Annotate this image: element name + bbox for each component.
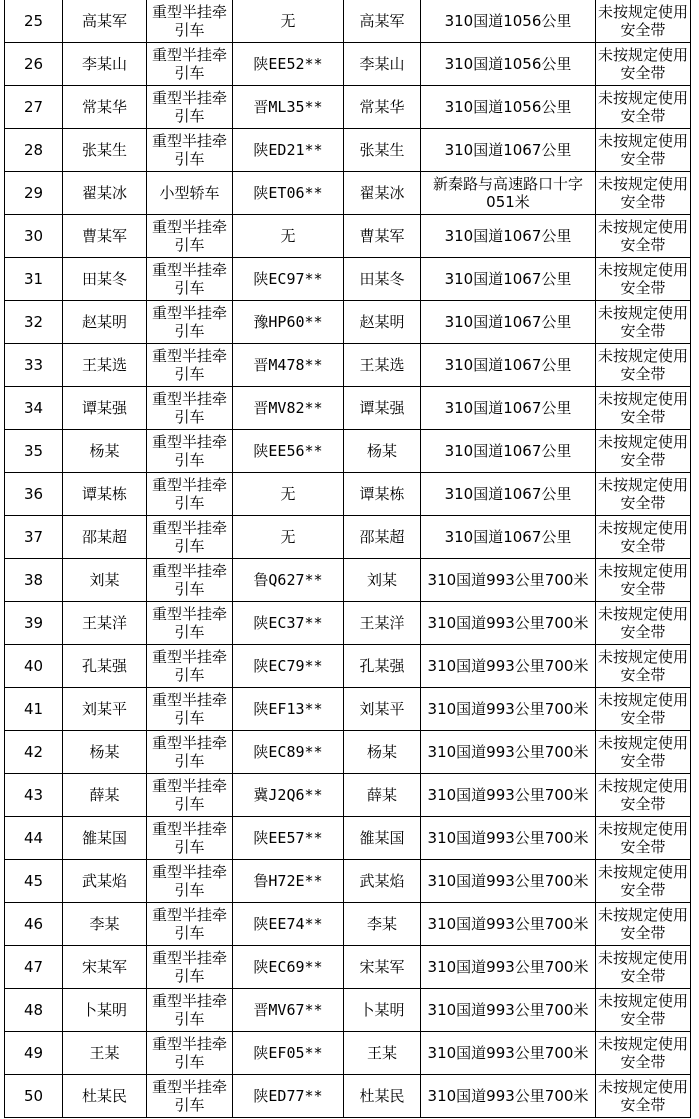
location-cell: 310国道1067公里 bbox=[421, 301, 596, 344]
vehicle-type-cell: 重型半挂牵引车 bbox=[147, 387, 233, 430]
table-body bbox=[5, 0, 691, 1118]
row-number-cell: 36 bbox=[5, 473, 63, 516]
plate-number-cell: 无 bbox=[233, 516, 344, 559]
plate-number-cell: 陕EC37** bbox=[233, 602, 344, 645]
location-cell: 310国道993公里700米 bbox=[421, 817, 596, 860]
driver-cell: 雒某国 bbox=[344, 817, 421, 860]
row-number-cell: 45 bbox=[5, 860, 63, 903]
location-cell: 310国道1067公里 bbox=[421, 258, 596, 301]
location-cell: 310国道993公里700米 bbox=[421, 1075, 596, 1118]
name-cell: 杜某民 bbox=[63, 1075, 147, 1118]
violation-table bbox=[4, 0, 691, 1118]
vehicle-type-cell: 重型半挂牵引车 bbox=[147, 473, 233, 516]
violation-cell: 未按规定使用安全带 bbox=[596, 86, 691, 129]
row-number-cell: 46 bbox=[5, 903, 63, 946]
location-cell: 310国道1067公里 bbox=[421, 387, 596, 430]
location-cell: 310国道993公里700米 bbox=[421, 774, 596, 817]
driver-cell: 王某 bbox=[344, 1032, 421, 1075]
violation-cell: 未按规定使用安全带 bbox=[596, 731, 691, 774]
table-row bbox=[5, 989, 691, 1032]
name-cell: 李某山 bbox=[63, 43, 147, 86]
row-number-cell: 32 bbox=[5, 301, 63, 344]
location-cell: 310国道993公里700米 bbox=[421, 645, 596, 688]
table-row bbox=[5, 129, 691, 172]
location-cell: 310国道993公里700米 bbox=[421, 688, 596, 731]
vehicle-type-cell: 小型轿车 bbox=[147, 172, 233, 215]
table-row bbox=[5, 215, 691, 258]
vehicle-type-cell: 重型半挂牵引车 bbox=[147, 817, 233, 860]
violation-cell: 未按规定使用安全带 bbox=[596, 946, 691, 989]
location-cell: 310国道993公里700米 bbox=[421, 1032, 596, 1075]
violation-cell: 未按规定使用安全带 bbox=[596, 172, 691, 215]
table-row bbox=[5, 1032, 691, 1075]
row-number-cell: 35 bbox=[5, 430, 63, 473]
vehicle-type-cell: 重型半挂牵引车 bbox=[147, 301, 233, 344]
plate-number-cell: 陕ED21** bbox=[233, 129, 344, 172]
driver-cell: 李某 bbox=[344, 903, 421, 946]
row-number-cell: 44 bbox=[5, 817, 63, 860]
name-cell: 曹某军 bbox=[63, 215, 147, 258]
violation-cell: 未按规定使用安全带 bbox=[596, 344, 691, 387]
driver-cell: 卜某明 bbox=[344, 989, 421, 1032]
location-cell: 新秦路与高速路口十字051米 bbox=[421, 172, 596, 215]
vehicle-type-cell: 重型半挂牵引车 bbox=[147, 516, 233, 559]
plate-number-cell: 鲁H72E** bbox=[233, 860, 344, 903]
vehicle-type-cell: 重型半挂牵引车 bbox=[147, 602, 233, 645]
name-cell: 王某 bbox=[63, 1032, 147, 1075]
table-row bbox=[5, 946, 691, 989]
row-number-cell: 28 bbox=[5, 129, 63, 172]
driver-cell: 翟某冰 bbox=[344, 172, 421, 215]
row-number-cell: 26 bbox=[5, 43, 63, 86]
vehicle-type-cell: 重型半挂牵引车 bbox=[147, 645, 233, 688]
name-cell: 谭某强 bbox=[63, 387, 147, 430]
violation-cell: 未按规定使用安全带 bbox=[596, 430, 691, 473]
row-number-cell: 25 bbox=[5, 0, 63, 43]
driver-cell: 刘某平 bbox=[344, 688, 421, 731]
vehicle-type-cell: 重型半挂牵引车 bbox=[147, 344, 233, 387]
row-number-cell: 42 bbox=[5, 731, 63, 774]
row-number-cell: 30 bbox=[5, 215, 63, 258]
driver-cell: 武某焰 bbox=[344, 860, 421, 903]
name-cell: 常某华 bbox=[63, 86, 147, 129]
name-cell: 张某生 bbox=[63, 129, 147, 172]
plate-number-cell: 陕EC79** bbox=[233, 645, 344, 688]
driver-cell: 谭某栋 bbox=[344, 473, 421, 516]
driver-cell: 宋某军 bbox=[344, 946, 421, 989]
row-number-cell: 31 bbox=[5, 258, 63, 301]
vehicle-type-cell: 重型半挂牵引车 bbox=[147, 86, 233, 129]
row-number-cell: 39 bbox=[5, 602, 63, 645]
table-row bbox=[5, 774, 691, 817]
driver-cell: 杨某 bbox=[344, 731, 421, 774]
vehicle-type-cell: 重型半挂牵引车 bbox=[147, 1075, 233, 1118]
vehicle-type-cell: 重型半挂牵引车 bbox=[147, 559, 233, 602]
violation-cell: 未按规定使用安全带 bbox=[596, 387, 691, 430]
vehicle-type-cell: 重型半挂牵引车 bbox=[147, 430, 233, 473]
violation-cell: 未按规定使用安全带 bbox=[596, 129, 691, 172]
vehicle-type-cell: 重型半挂牵引车 bbox=[147, 1032, 233, 1075]
vehicle-type-cell: 重型半挂牵引车 bbox=[147, 989, 233, 1032]
driver-cell: 刘某 bbox=[344, 559, 421, 602]
table-row bbox=[5, 43, 691, 86]
driver-cell: 王某洋 bbox=[344, 602, 421, 645]
violation-cell: 未按规定使用安全带 bbox=[596, 817, 691, 860]
violation-cell: 未按规定使用安全带 bbox=[596, 774, 691, 817]
name-cell: 翟某冰 bbox=[63, 172, 147, 215]
driver-cell: 薛某 bbox=[344, 774, 421, 817]
vehicle-type-cell: 重型半挂牵引车 bbox=[147, 43, 233, 86]
plate-number-cell: 陕EE52** bbox=[233, 43, 344, 86]
name-cell: 雒某国 bbox=[63, 817, 147, 860]
plate-number-cell: 陕EE56** bbox=[233, 430, 344, 473]
violation-cell: 未按规定使用安全带 bbox=[596, 645, 691, 688]
name-cell: 孔某强 bbox=[63, 645, 147, 688]
location-cell: 310国道1067公里 bbox=[421, 473, 596, 516]
vehicle-type-cell: 重型半挂牵引车 bbox=[147, 903, 233, 946]
row-number-cell: 34 bbox=[5, 387, 63, 430]
row-number-cell: 37 bbox=[5, 516, 63, 559]
driver-cell: 高某军 bbox=[344, 0, 421, 43]
row-number-cell: 27 bbox=[5, 86, 63, 129]
row-number-cell: 38 bbox=[5, 559, 63, 602]
vehicle-type-cell: 重型半挂牵引车 bbox=[147, 946, 233, 989]
plate-number-cell: 陕EE74** bbox=[233, 903, 344, 946]
plate-number-cell: 陕EE57** bbox=[233, 817, 344, 860]
table-row bbox=[5, 903, 691, 946]
driver-cell: 李某山 bbox=[344, 43, 421, 86]
location-cell: 310国道1056公里 bbox=[421, 86, 596, 129]
driver-cell: 常某华 bbox=[344, 86, 421, 129]
violation-cell: 未按规定使用安全带 bbox=[596, 989, 691, 1032]
violation-cell: 未按规定使用安全带 bbox=[596, 688, 691, 731]
plate-number-cell: 陕EC69** bbox=[233, 946, 344, 989]
violation-cell: 未按规定使用安全带 bbox=[596, 559, 691, 602]
driver-cell: 谭某强 bbox=[344, 387, 421, 430]
driver-cell: 杨某 bbox=[344, 430, 421, 473]
plate-number-cell: 陕ET06** bbox=[233, 172, 344, 215]
plate-number-cell: 晋M478** bbox=[233, 344, 344, 387]
location-cell: 310国道993公里700米 bbox=[421, 731, 596, 774]
vehicle-type-cell: 重型半挂牵引车 bbox=[147, 731, 233, 774]
name-cell: 高某军 bbox=[63, 0, 147, 43]
table-row bbox=[5, 817, 691, 860]
name-cell: 田某冬 bbox=[63, 258, 147, 301]
violation-cell: 未按规定使用安全带 bbox=[596, 1075, 691, 1118]
violation-cell: 未按规定使用安全带 bbox=[596, 473, 691, 516]
row-number-cell: 33 bbox=[5, 344, 63, 387]
vehicle-type-cell: 重型半挂牵引车 bbox=[147, 860, 233, 903]
vehicle-type-cell: 重型半挂牵引车 bbox=[147, 774, 233, 817]
violation-cell: 未按规定使用安全带 bbox=[596, 903, 691, 946]
row-number-cell: 29 bbox=[5, 172, 63, 215]
violation-cell: 未按规定使用安全带 bbox=[596, 301, 691, 344]
name-cell: 李某 bbox=[63, 903, 147, 946]
table-row bbox=[5, 387, 691, 430]
vehicle-type-cell: 重型半挂牵引车 bbox=[147, 258, 233, 301]
name-cell: 杨某 bbox=[63, 430, 147, 473]
driver-cell: 邵某超 bbox=[344, 516, 421, 559]
violation-cell: 未按规定使用安全带 bbox=[596, 258, 691, 301]
table-row bbox=[5, 344, 691, 387]
name-cell: 杨某 bbox=[63, 731, 147, 774]
table-row bbox=[5, 731, 691, 774]
plate-number-cell: 陕ED77** bbox=[233, 1075, 344, 1118]
plate-number-cell: 陕EC97** bbox=[233, 258, 344, 301]
violation-cell: 未按规定使用安全带 bbox=[596, 0, 691, 43]
table-row bbox=[5, 172, 691, 215]
row-number-cell: 50 bbox=[5, 1075, 63, 1118]
table-row bbox=[5, 0, 691, 43]
plate-number-cell: 晋MV82** bbox=[233, 387, 344, 430]
location-cell: 310国道993公里700米 bbox=[421, 602, 596, 645]
table-row bbox=[5, 645, 691, 688]
location-cell: 310国道1067公里 bbox=[421, 129, 596, 172]
location-cell: 310国道993公里700米 bbox=[421, 989, 596, 1032]
plate-number-cell: 晋MV67** bbox=[233, 989, 344, 1032]
violation-cell: 未按规定使用安全带 bbox=[596, 1032, 691, 1075]
name-cell: 薛某 bbox=[63, 774, 147, 817]
plate-number-cell: 晋ML35** bbox=[233, 86, 344, 129]
violation-cell: 未按规定使用安全带 bbox=[596, 860, 691, 903]
location-cell: 310国道993公里700米 bbox=[421, 860, 596, 903]
table-row bbox=[5, 516, 691, 559]
driver-cell: 孔某强 bbox=[344, 645, 421, 688]
table-row bbox=[5, 559, 691, 602]
row-number-cell: 47 bbox=[5, 946, 63, 989]
location-cell: 310国道1067公里 bbox=[421, 430, 596, 473]
driver-cell: 王某选 bbox=[344, 344, 421, 387]
plate-number-cell: 陕EF13** bbox=[233, 688, 344, 731]
violation-cell: 未按规定使用安全带 bbox=[596, 602, 691, 645]
location-cell: 310国道993公里700米 bbox=[421, 559, 596, 602]
vehicle-type-cell: 重型半挂牵引车 bbox=[147, 0, 233, 43]
row-number-cell: 48 bbox=[5, 989, 63, 1032]
name-cell: 刘某 bbox=[63, 559, 147, 602]
name-cell: 邵某超 bbox=[63, 516, 147, 559]
location-cell: 310国道993公里700米 bbox=[421, 903, 596, 946]
table-row bbox=[5, 430, 691, 473]
name-cell: 谭某栋 bbox=[63, 473, 147, 516]
plate-number-cell: 陕EC89** bbox=[233, 731, 344, 774]
vehicle-type-cell: 重型半挂牵引车 bbox=[147, 688, 233, 731]
plate-number-cell: 冀J2Q6** bbox=[233, 774, 344, 817]
location-cell: 310国道1056公里 bbox=[421, 0, 596, 43]
location-cell: 310国道1067公里 bbox=[421, 344, 596, 387]
vehicle-type-cell: 重型半挂牵引车 bbox=[147, 215, 233, 258]
location-cell: 310国道1056公里 bbox=[421, 43, 596, 86]
location-cell: 310国道1067公里 bbox=[421, 516, 596, 559]
row-number-cell: 41 bbox=[5, 688, 63, 731]
driver-cell: 赵某明 bbox=[344, 301, 421, 344]
plate-number-cell: 无 bbox=[233, 0, 344, 43]
plate-number-cell: 鲁Q627** bbox=[233, 559, 344, 602]
plate-number-cell: 无 bbox=[233, 215, 344, 258]
violation-cell: 未按规定使用安全带 bbox=[596, 215, 691, 258]
table-row bbox=[5, 473, 691, 516]
plate-number-cell: 豫HP60** bbox=[233, 301, 344, 344]
table-row bbox=[5, 1075, 691, 1118]
driver-cell: 张某生 bbox=[344, 129, 421, 172]
name-cell: 赵某明 bbox=[63, 301, 147, 344]
driver-cell: 田某冬 bbox=[344, 258, 421, 301]
plate-number-cell: 陕EF05** bbox=[233, 1032, 344, 1075]
table-row bbox=[5, 258, 691, 301]
location-cell: 310国道993公里700米 bbox=[421, 946, 596, 989]
driver-cell: 杜某民 bbox=[344, 1075, 421, 1118]
row-number-cell: 40 bbox=[5, 645, 63, 688]
name-cell: 宋某军 bbox=[63, 946, 147, 989]
table-row bbox=[5, 688, 691, 731]
table-row bbox=[5, 860, 691, 903]
driver-cell: 曹某军 bbox=[344, 215, 421, 258]
violation-cell: 未按规定使用安全带 bbox=[596, 516, 691, 559]
row-number-cell: 49 bbox=[5, 1032, 63, 1075]
name-cell: 王某洋 bbox=[63, 602, 147, 645]
vehicle-type-cell: 重型半挂牵引车 bbox=[147, 129, 233, 172]
table-row bbox=[5, 301, 691, 344]
violation-cell: 未按规定使用安全带 bbox=[596, 43, 691, 86]
location-cell: 310国道1067公里 bbox=[421, 215, 596, 258]
name-cell: 武某焰 bbox=[63, 860, 147, 903]
name-cell: 刘某平 bbox=[63, 688, 147, 731]
plate-number-cell: 无 bbox=[233, 473, 344, 516]
name-cell: 卜某明 bbox=[63, 989, 147, 1032]
table-row bbox=[5, 86, 691, 129]
table-row bbox=[5, 602, 691, 645]
row-number-cell: 43 bbox=[5, 774, 63, 817]
name-cell: 王某选 bbox=[63, 344, 147, 387]
